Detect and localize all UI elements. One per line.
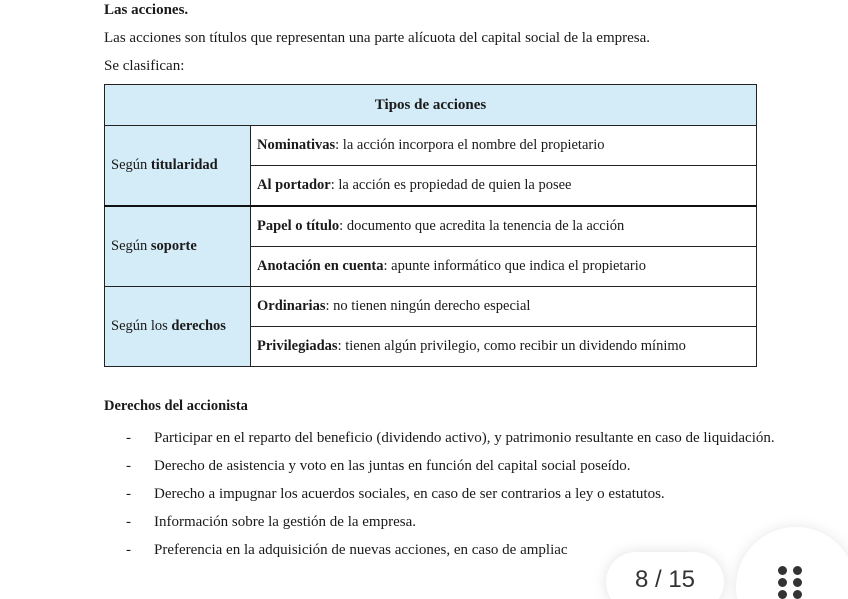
share-type-desc: : tienen algún privilegio, como recibir un dividendo mínimo <box>337 338 686 354</box>
group-label-prefix: Según los <box>111 318 172 334</box>
share-type-term: Privilegiadas <box>257 338 338 354</box>
share-type-desc: : apunte informático que indica el propietario <box>383 258 646 274</box>
share-type-desc: : la acción es propiedad de quien la posee <box>330 177 572 193</box>
intro-paragraph: Las acciones son títulos que representan una parte alícuota del capital social de la empresa. <box>104 30 651 46</box>
table-header: Tipos de acciones <box>105 85 757 126</box>
table-row <box>105 206 757 247</box>
list-item-text: Preferencia en la adquisición de nuevas acciones, en caso de ampliac <box>154 542 568 558</box>
group-label-keyword: derechos <box>171 318 226 334</box>
table-cell <box>251 206 757 247</box>
list-item <box>104 508 776 536</box>
rights-list <box>104 424 776 564</box>
list-item <box>104 480 776 508</box>
share-type-term: Al portador <box>257 177 331 193</box>
group-label-derechos <box>105 287 251 367</box>
share-type-term: Anotación en cuenta <box>257 258 384 274</box>
grid-dots-icon <box>778 566 804 599</box>
classify-label: Se clasifican: <box>104 58 185 74</box>
share-type-desc: : no tienen ningún derecho especial <box>325 298 531 314</box>
list-item-text: Derecho de asistencia y voto en las juntas en función del capital social poseído. <box>154 458 631 474</box>
group-label-keyword: soporte <box>150 238 197 254</box>
section-title: Las acciones. <box>104 2 189 18</box>
share-type-desc: : documento que acredita la tenencia de la acción <box>339 218 625 234</box>
table-row <box>105 287 757 327</box>
group-label-titularidad <box>105 126 251 207</box>
list-item-text: Participar en el reparto del beneficio (dividendo activo), y patrimonio resultante en caso de liquidación. <box>154 430 775 446</box>
table-cell <box>251 327 757 367</box>
group-label-prefix: Según <box>111 157 151 173</box>
list-item-text: Información sobre la gestión de la empresa. <box>154 514 416 530</box>
page-indicator[interactable] <box>606 552 724 599</box>
list-item <box>104 452 776 480</box>
list-item-text: Derecho a impugnar los acuerdos sociales, en caso de ser contrarios a ley o estatutos. <box>154 486 665 502</box>
list-item <box>104 424 776 452</box>
table-row <box>105 126 757 166</box>
bullet-dash: - <box>126 430 131 446</box>
share-type-term: Ordinarias <box>257 298 326 314</box>
share-types-table <box>104 84 757 367</box>
table-cell <box>251 166 757 207</box>
bullet-dash: - <box>126 514 131 530</box>
share-type-desc: : la acción incorpora el nombre del propietario <box>335 137 605 153</box>
page-indicator-text: 8 / 15 <box>634 566 696 593</box>
rights-heading: Derechos del accionista <box>104 398 248 414</box>
share-type-term: Nominativas <box>257 137 336 153</box>
group-label-soporte <box>105 206 251 287</box>
bullet-dash: - <box>126 458 131 474</box>
group-label-keyword: titularidad <box>150 157 218 173</box>
table-cell <box>251 287 757 327</box>
table-cell <box>251 126 757 166</box>
table-cell <box>251 247 757 287</box>
group-label-prefix: Según <box>111 238 151 254</box>
bullet-dash: - <box>126 542 131 558</box>
share-type-term: Papel o título <box>257 218 340 234</box>
bullet-dash: - <box>126 486 131 502</box>
